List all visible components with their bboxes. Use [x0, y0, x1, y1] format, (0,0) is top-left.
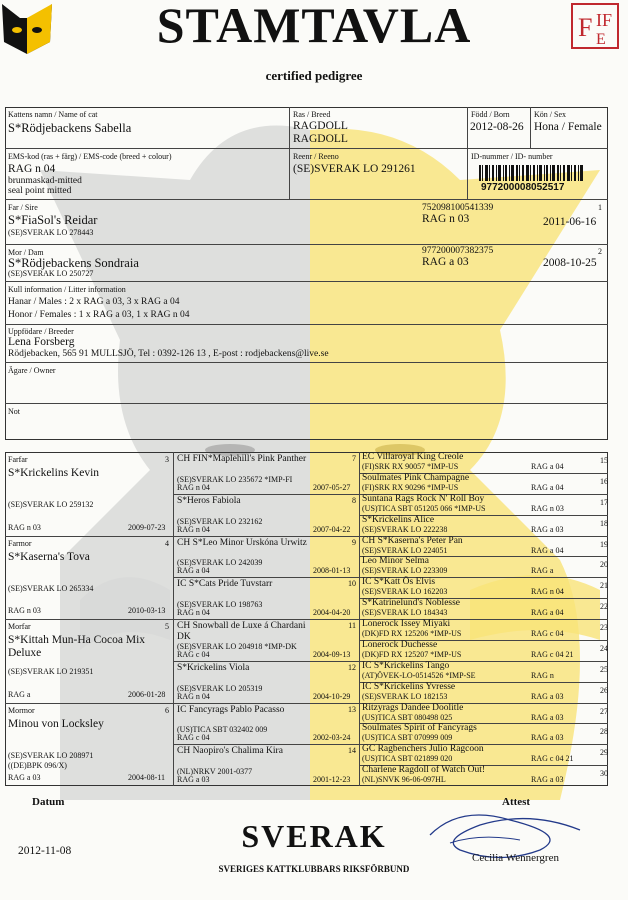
- ggg-num: 18: [600, 518, 608, 528]
- grandparent-num: 6: [165, 705, 169, 715]
- great-grandparent-reg: (SE)SVERAK LO 205319: [177, 683, 263, 693]
- ggg-num: 17: [600, 497, 608, 507]
- ggg-ems: RAG a 03: [531, 712, 564, 722]
- grandparent-date: 2010-03-13: [128, 606, 166, 615]
- grandparent-name: S*Kaserna's Tova: [8, 550, 90, 563]
- ggg-reg: (SE)SVERAK LO 162203: [362, 587, 448, 597]
- ggg-num: 16: [600, 476, 608, 486]
- great-grandparent-name: CH Naopiro's Chalima Kira: [177, 746, 283, 757]
- breeder-name: Lena Forsberg: [8, 336, 75, 348]
- great-grandparent-date: 2004-09-13: [313, 649, 351, 659]
- table-divider: [174, 536, 359, 537]
- ggg-reg: (NL)SNVK 96-06-097HL: [362, 775, 446, 785]
- ggg-name: EC Villaroyal King Creole: [362, 452, 464, 462]
- ggg-reg: (FI)SRK RX 90296 *IMP-US: [362, 482, 459, 492]
- ggg-name: Lonerock Issey Miyaki: [362, 619, 451, 629]
- table-divider: [174, 661, 359, 662]
- reg-label: Reenr / Reeno: [293, 152, 339, 161]
- ggg-name: Suntana Rags Rock N' Roll Boy: [362, 493, 485, 504]
- svg-text:IF: IF: [596, 10, 613, 30]
- ggg-ems: RAG n: [531, 670, 554, 680]
- litter-label: Kull information / Litter information: [8, 285, 126, 294]
- great-grandparent-reg: (NL)NRKV 2001-0377: [177, 767, 253, 776]
- great-grandparent-ems: RAG a 04: [177, 566, 210, 576]
- grandparent-num: 3: [165, 455, 169, 464]
- dam-label: Mor / Dam: [8, 248, 44, 257]
- org-logo: SVERAK: [241, 818, 387, 854]
- signer-name: Cecilia Wennergren: [472, 852, 559, 864]
- grandparent-ems: RAG n 03: [8, 522, 41, 532]
- great-grandparent-name: S*Heros Fabiola: [177, 495, 241, 506]
- great-grandparent-reg: (SE)SVERAK LO 232162: [177, 516, 263, 526]
- great-grandparent-ems: RAG c 04: [177, 649, 210, 659]
- ggg-name: Leo Minor Selma: [362, 556, 430, 567]
- ggg-name: IC S*Katt Ös Elvis: [362, 577, 436, 588]
- ggg-name: CH S*Kaserna's Peter Pan: [362, 535, 463, 546]
- ggg-num: 23: [600, 623, 608, 632]
- dam-chip: 977200007382375: [422, 246, 494, 256]
- ggg-name: Ritzyrags Dandee Doolitle: [362, 702, 464, 713]
- ggg-num: 22: [600, 602, 608, 612]
- grandparent-date: 2009-07-23: [128, 522, 166, 532]
- breed-label: Ras / Breed: [293, 110, 331, 119]
- ems-desc-2: seal point mitted: [8, 186, 72, 196]
- great-grandparent-date: 2007-05-27: [313, 482, 351, 492]
- great-grandparent-reg: (US)TICA SBT 032402 009: [177, 725, 268, 735]
- great-grandparent-name: S*Krickelins Viola: [177, 662, 250, 673]
- sire-born: 2011-06-16: [543, 216, 597, 228]
- ggg-reg: (SE)SVERAK LO 184343: [362, 608, 448, 618]
- ggg-num: 20: [600, 560, 608, 570]
- sire-reg: (SE)SVERAK LO 278443: [8, 228, 94, 237]
- table-divider: [5, 619, 173, 620]
- table-divider: [174, 744, 359, 745]
- sire-label: Far / Sire: [8, 203, 38, 212]
- ggg-reg: (US)TICA SBT 051205 066 *IMP-US: [362, 503, 486, 513]
- table-divider: [5, 536, 173, 537]
- cat-name-label: Kattens namn / Name of cat: [8, 110, 98, 119]
- reg-number: (SE)SVERAK LO 291261: [293, 163, 416, 175]
- ggg-ems: RAG c 04 21: [531, 754, 574, 764]
- great-grandparent-date: 2008-01-13: [313, 566, 351, 576]
- ggg-ems: RAG a 03: [531, 524, 564, 534]
- table-divider: [174, 703, 359, 704]
- great-grandparent-date: 2002-03-24: [313, 733, 351, 743]
- table-divider: [174, 619, 359, 620]
- dam-reg: (SE)SVERAK LO 250727: [8, 269, 94, 278]
- grandparent-name: S*Kittah Mun-Ha Cocoa Mix: [8, 634, 146, 646]
- ggg-reg: (DK)FD RX 125206 *IMP-US: [362, 629, 462, 638]
- ggg-ems: RAG a 03: [531, 691, 564, 701]
- ggg-reg: (SE)SVERAK LO 222238: [362, 524, 448, 534]
- ggg-name: Lonerock Duchesse: [362, 639, 438, 650]
- great-grandparent-reg: (SE)SVERAK LO 235672 *IMP-FI: [177, 474, 293, 484]
- dam-born: 2008-10-25: [543, 257, 597, 269]
- grandparent-ems: RAG n 03: [8, 606, 41, 615]
- ggg-ems: RAG a 04: [531, 545, 564, 555]
- id-number: 977200008052517: [481, 182, 565, 193]
- grandparent-reg: (SE)SVERAK LO 208971: [8, 750, 94, 760]
- ggg-name: Soulmates Pink Champagne: [362, 472, 470, 483]
- great-grandparent-ems: RAG n 04: [177, 608, 210, 617]
- dam-name: S*Rödjebackens Sondraia: [8, 256, 139, 270]
- great-grandparent-ems: RAG c 04: [177, 733, 210, 743]
- great-grandparent-date: 2004-10-29: [313, 691, 351, 701]
- ggg-num: 19: [600, 539, 608, 549]
- ggg-ems: RAG a 04: [531, 482, 564, 492]
- ggg-reg: (US)TICA SBT 021899 020: [362, 754, 453, 764]
- great-grandparent-ems: RAG a 03: [177, 775, 210, 784]
- ggg-reg: (SE)SVERAK LO 223309: [362, 566, 448, 576]
- great-grandparent-date: 2004-04-20: [313, 608, 351, 617]
- ggg-reg: (SE)SVERAK LO 224051: [362, 545, 448, 555]
- grandparent-role: Farfar: [8, 455, 28, 464]
- great-grandparent-date: 2001-12-23: [313, 775, 351, 784]
- datum-label: Datum: [32, 796, 65, 808]
- ggg-name: IC S*Krickelins Yvresse: [362, 681, 456, 692]
- table-divider: [174, 494, 359, 495]
- born-date: 2012-08-26: [470, 121, 524, 133]
- great-grandparent-ems: RAG n 04: [177, 482, 210, 492]
- ggg-num: 21: [600, 581, 608, 591]
- great-grandparent-num: 12: [348, 662, 356, 672]
- id-label: ID-nummer / ID- number: [471, 152, 553, 161]
- ggg-ems: RAG n 04: [531, 587, 564, 597]
- ems-label: EMS-kod (ras + färg) / EMS-code (breed + colour): [8, 152, 172, 161]
- great-grandparent-name: CH Snowball de Luxe á Chardani: [177, 621, 306, 631]
- ggg-ems: RAG a 03: [531, 733, 564, 743]
- grandparent-num: 5: [165, 622, 169, 631]
- grandparent-ems: RAG a 03: [8, 773, 41, 782]
- sire-ems: RAG n 03: [422, 213, 470, 225]
- great-grandparent-date: 2007-04-22: [313, 524, 351, 534]
- grandparent-date: 2004-08-11: [128, 773, 166, 782]
- ggg-ems: RAG a 03: [531, 775, 564, 785]
- ggg-ems: RAG a 04: [531, 608, 564, 618]
- ggg-ems: RAG n 03: [531, 503, 564, 513]
- grandparent-reg: (SE)SVERAK LO 265334: [8, 583, 94, 593]
- breed-value: RAGDOLL: [293, 120, 348, 132]
- ggg-reg: (US)TICA SBT 070999 009: [362, 733, 453, 743]
- breeder-label: Uppfödare / Breeder: [8, 327, 74, 336]
- attest-label: Attest: [502, 796, 531, 808]
- great-grandparent-num: 13: [348, 704, 356, 714]
- great-grandparent-num: 10: [348, 579, 356, 589]
- table-divider: [5, 703, 173, 704]
- ggg-name: Charlene Ragdoll of Watch Out!: [362, 765, 486, 776]
- ggg-num: 27: [600, 706, 608, 716]
- ggg-num: 15: [600, 456, 608, 465]
- grandparent-role: Morfar: [8, 622, 31, 631]
- grandparent-date: 2006-01-28: [128, 689, 166, 699]
- litter-males: Hanar / Males : 2 x RAG a 03, 3 x RAG a 04: [8, 297, 180, 307]
- ggg-ems: RAG a: [531, 566, 554, 576]
- ems-desc: brunmaskad-mitted: [8, 176, 82, 186]
- grandparent-name: Minou von Locksley: [8, 717, 104, 730]
- ggg-num: 30: [600, 769, 608, 779]
- great-grandparent-num: 8: [352, 495, 356, 505]
- ggg-name: IC S*Krickelins Tango: [362, 660, 450, 671]
- org-full-name: SVERIGES KATTKLUBBARS RIKSFÖRBUND: [218, 864, 410, 874]
- ggg-num: 25: [600, 664, 608, 674]
- great-grandparent-ems: RAG n 04: [177, 691, 210, 701]
- ggg-name: S*Krickelins Alice: [362, 514, 435, 525]
- ggg-ems: RAG c 04: [531, 629, 564, 638]
- ggg-reg: (US)TICA SBT 080498 025: [362, 712, 453, 722]
- breed-value-2: RAGDOLL: [293, 133, 348, 145]
- great-grandparent-num: 11: [348, 621, 356, 630]
- ggg-name: Soulmates Spirit of Fancyrags: [362, 723, 477, 734]
- notes-label: Not: [8, 407, 20, 416]
- great-grandparent-reg: (SE)SVERAK LO 198763: [177, 600, 263, 609]
- cat-name: S*Rödjebackens Sabella: [8, 121, 132, 135]
- document-subtitle: certified pedigree: [265, 68, 363, 83]
- ggg-reg: (AT)ÖVEK-LO-0514526 *IMP-SE: [362, 670, 476, 680]
- owner-label: Ägare / Owner: [8, 366, 56, 375]
- dam-num: 2: [598, 247, 602, 256]
- great-grandparent-name: CH S*Leo Minor Urskóna Urwitz: [177, 537, 307, 548]
- great-grandparent-name: IC Fancyrags Pablo Pacasso: [177, 704, 285, 715]
- grandparent-reg: (SE)SVERAK LO 259132: [8, 500, 94, 509]
- great-grandparent-num: 9: [352, 537, 356, 547]
- ggg-name: GC Ragbenchers Julio Ragcoon: [362, 744, 484, 755]
- ggg-num: 24: [600, 643, 608, 653]
- great-grandparent-name-2: DK: [177, 632, 191, 642]
- ggg-num: 29: [600, 748, 608, 758]
- ggg-reg: (FI)SRK RX 90057 *IMP-US: [362, 462, 459, 471]
- litter-females: Honor / Females : 1 x RAG a 03, 1 x RAG n 04: [8, 310, 190, 320]
- svg-text:F: F: [578, 13, 593, 42]
- svg-text:E: E: [596, 31, 606, 48]
- grandparent-role: Farmor: [8, 538, 32, 548]
- great-grandparent-ems: RAG n 04: [177, 524, 210, 534]
- great-grandparent-reg: (SE)SVERAK LO 204918 *IMP-DK: [177, 641, 297, 651]
- sire-num: 1: [598, 203, 602, 212]
- born-label: Född / Born: [471, 110, 510, 119]
- grandparent-name: S*Krickelins Kevin: [8, 467, 100, 479]
- great-grandparent-name: CH FIN*Maplehill's Pink Panther: [177, 454, 307, 464]
- ems-code: RAG n 04: [8, 163, 56, 175]
- grandparent-reg-2: ((DE)BPK 096/X): [8, 760, 67, 770]
- grandparent-ems: RAG a: [8, 689, 31, 699]
- dam-ems: RAG a 03: [422, 256, 469, 268]
- sex-value: Hona / Female: [534, 121, 602, 133]
- ggg-reg: (DK)FD RX 125207 *IMP-US: [362, 649, 462, 659]
- ggg-reg: (SE)SVERAK LO 182153: [362, 691, 448, 701]
- grandparent-role: Mormor: [8, 705, 35, 715]
- document-title: STAMTAVLA: [156, 0, 472, 53]
- ggg-ems: RAG a 04: [531, 462, 564, 471]
- ggg-name: S*Katrinelund's Noblesse: [362, 598, 461, 609]
- issue-date: 2012-11-08: [18, 845, 72, 857]
- great-grandparent-reg: (SE)SVERAK LO 242039: [177, 558, 263, 568]
- sire-name: S*FiaSol's Reidar: [8, 213, 98, 227]
- great-grandparent-num: 7: [352, 454, 356, 463]
- grandparent-num: 4: [165, 538, 169, 548]
- sire-chip: 752098100541339: [422, 203, 494, 213]
- grandparent-reg: (SE)SVERAK LO 219351: [8, 667, 94, 676]
- ggg-ems: RAG c 04 21: [531, 649, 574, 659]
- ggg-num: 28: [600, 727, 608, 737]
- great-grandparent-name: IC S*Cats Pride Tuvstarr: [177, 579, 273, 590]
- breeder-address: Rödjebacken, 565 91 MULLSJÖ, Tel : 0392-126 13 , E-post : rodjebackens@live.se: [8, 349, 329, 359]
- ggg-num: 26: [600, 685, 608, 695]
- sex-label: Kön / Sex: [534, 110, 566, 119]
- great-grandparent-num: 14: [348, 746, 356, 756]
- table-divider: [174, 577, 359, 578]
- grandparent-name-2: Deluxe: [8, 647, 42, 659]
